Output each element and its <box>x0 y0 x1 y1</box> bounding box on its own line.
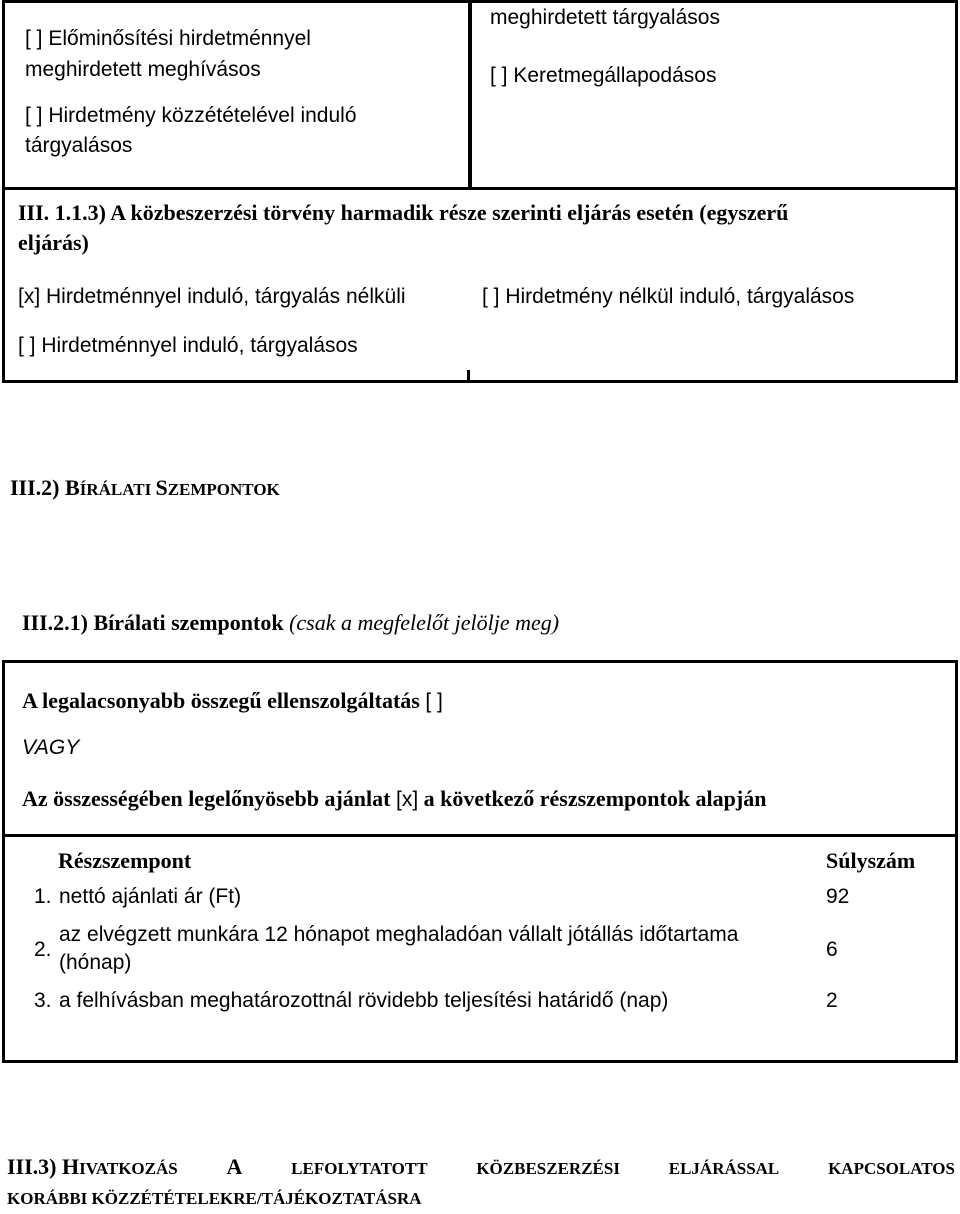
option-hirdetmeny-nelkul-targyalasos[interactable]: [ ] Hirdetmény nélkül induló, tárgyalásos <box>482 285 855 308</box>
row-2-text: az elvégzett munkára 12 hónapot meghaladóan vállalt jótállás időtartama <box>59 923 739 946</box>
row-3-text: a felhívásban meghatározottnál rövidebb teljesítési határidő (nap) <box>59 989 669 1012</box>
row-2-text-cont: (hónap) <box>59 951 132 974</box>
option-hirdetmeny-kozzetetelevel[interactable]: [ ] Hirdetmény közzétételével induló <box>25 104 357 127</box>
col-header-criterion: Részszempont <box>58 848 192 873</box>
section-3-2-1-title: III.2.1) Bírálati szempontok <box>22 610 284 635</box>
option-meghirdetett-targyalasos-cont: meghirdetett tárgyalásos <box>490 6 720 29</box>
row-3-num: 3. <box>34 989 52 1012</box>
section-3-1-1-3-heading-cont: eljárás) <box>18 230 89 255</box>
section-3-2-prefix: III.2) <box>10 475 66 500</box>
section-3-3-word-2: A <box>226 1154 243 1179</box>
row-1-text: nettó ajánlati ár (Ft) <box>59 885 242 908</box>
row-1-num: 1. <box>34 885 52 908</box>
section-3-2-1-hint: (csak a megfelelőt jelölje meg) <box>289 610 560 635</box>
lowest-price-label: A legalacsonyabb összegű ellenszolgáltatás <box>22 688 420 713</box>
best-value-option[interactable] <box>22 784 766 815</box>
lowest-price-checkbox[interactable]: [ ] <box>425 690 443 713</box>
section-3-2-cap1: B <box>65 475 80 500</box>
section-3-3-heading <box>7 1152 955 1184</box>
best-value-label: Az összességében legelőnyösebb ajánlat <box>22 786 391 811</box>
option-hirdetmennyel-targyalas-nelkuli[interactable]: [x] Hirdetménnyel induló, tárgyalás nélküli <box>18 285 406 308</box>
best-value-checkbox[interactable]: [x] <box>395 788 419 811</box>
row-2-num: 2. <box>34 938 52 961</box>
option-hirdetmeny-kozzetetelevel-cont: tárgyalásos <box>25 134 133 157</box>
option-keretmegallapodasos[interactable]: [ ] Keretmegállapodásos <box>490 64 717 87</box>
or-label: VAGY <box>22 736 80 759</box>
section-3-3-word-6: KAPCSOLATOS <box>828 1159 955 1178</box>
option-hirdetmennyel-targyalasos[interactable]: [ ] Hirdetménnyel induló, tárgyalásos <box>18 334 358 357</box>
option-elominositesi[interactable]: [ ] Előminősítési hirdetménnyel <box>25 27 311 50</box>
row-3-weight: 2 <box>826 989 838 1012</box>
row-1-weight: 92 <box>826 885 850 908</box>
row-2-weight: 6 <box>826 938 838 961</box>
best-value-label-cont: a következő részszempontok alapján <box>423 786 767 811</box>
lowest-price-option[interactable] <box>22 686 443 717</box>
section-3-1-1-3-heading: III. 1.1.3) A közbeszerzési törvény harmadik része szerinti eljárás esetén (egyszerű <box>18 200 789 225</box>
section-3-3-word-5: ELJÁRÁSSAL <box>668 1159 780 1178</box>
section-3-2-heading <box>10 473 280 505</box>
section-3-2-cap2: S <box>155 475 168 500</box>
section-3-3-word-4: KÖZBESZERZÉSI <box>476 1159 620 1178</box>
section-3-2-1-heading <box>22 608 559 638</box>
section-3-2-rest2: ZEMPONTOK <box>167 480 280 499</box>
option-elominositesi-cont: meghirdetett meghívásos <box>25 58 261 81</box>
section-3-2-rest1: ÍRÁLATI <box>79 480 156 499</box>
section-3-3-word-3: LEFOLYTATOTT <box>291 1159 428 1178</box>
section-3-3-heading-cont: KORÁBBI KÖZZÉTÉTELEKRE/TÁJÉKOZTATÁSRA <box>7 1189 422 1208</box>
section-3-3-word-1: III.3) HIVATKOZÁS <box>7 1154 178 1179</box>
section-divider <box>467 370 470 383</box>
col-header-weight: Súlyszám <box>826 848 916 873</box>
